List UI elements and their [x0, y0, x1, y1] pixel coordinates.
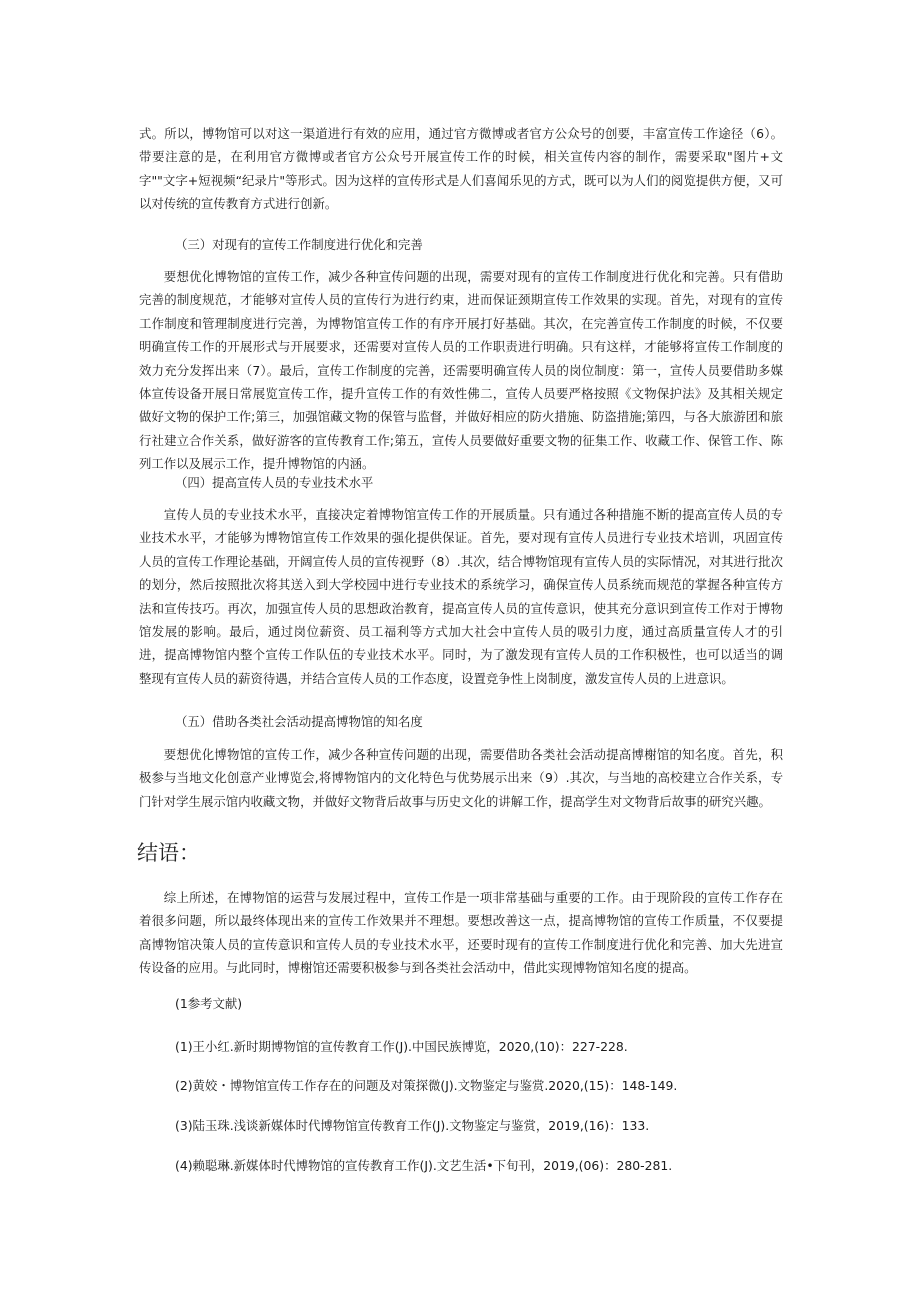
paragraph-section-5: 要想优化博物馆的宣传工作，减少各种宣传问题的出现，需要借助各类社会活动提高博榭馆的知名度。首先，积极参与当地文化创意产业博览会,将博物馆内的文化特色与优势展示出来（9）.其次，与当地的高校建立合作关系，专门针对学生展示馆内收藏文物，并做好文物背后故事与历史文化的讲解工作，提高学生对文物背后故事的研究兴趣。 [139, 747, 783, 809]
section-heading-3: （三）对现有的宣传工作制度进行优化和完善 [175, 237, 423, 252]
reference-item-3: (3)陆玉珠.浅谈新媒体时代博物馆宣传教育工作(J).文物鉴定与鉴赏，2019,(16)：133. [175, 1118, 650, 1133]
references-title: (1参考文献) [175, 996, 243, 1011]
reference-item-1: (1)王小红.新时期博物馆的宣传教育工作(J).中国民族博览，2020,(10)：227-228. [175, 1039, 628, 1054]
paragraph-section-3: 要想优化博物馆的宣传工作，减少各种宣传问题的出现，需要对现有的宣传工作制度进行优化和完善。只有借助完善的制度规范，才能够对宣传人员的宣传行为进行约束，进而保证颈期宣传工作效果的实现。首先，对现有的宣传工作制度和管理制度进行完善，为博物馆宣传工作的有序开展打好基础。其次，在完善宣传工作制度的时候，不仅要明确宣传工作的开展形式与开展要求，还需要对宣传人员的工作职责进行明确。只有这样，才能够将宣传工作制度的效力充分发挥出来（7）。最后，宣传工作制度的完善，还需要明确宣传人员的岗位制度：第一，宣传人员要借助多媒体宣传设备开展日常展览宣传工作，提升宣传工作的有效性佛二，宣传人员要严格按照《文物保护法》及其相关规定做好文物的保护工作;第三，加强馆藏文物的保管与监督，并做好相应的防火措施、防盗措施;第四，与各大旅游团和旅行社建立合作关系，做好游客的宣传教育工作;第五，宣传人员要做好重要文物的征集工作、收藏工作、保管工作、陈列工作以及展示工作，提升博物馆的内涵。 [139, 269, 783, 472]
section-heading-4: （四）提高宣传人员的专业技术水平 [175, 475, 374, 490]
paragraph-continued: 式。所以，博物馆可以对这一渠道进行有效的应用，通过官方微博或者官方公众号的创要，丰富宣传工作途径（6）。带要注意的是，在利用官方微博或者官方公众号开展宣传工作的时候，相关宣传内容的制作，需要采取"图片+文字""文字+短视频“纪录片"等形式。因为这样的宣传形式是人们喜闻乐见的方式，既可以为人们的阅览提供方便，又可以对传统的宣传教育方式进行创新。 [139, 126, 783, 212]
reference-item-4: (4)赖聪琳.新媒体时代博物馆的宣传教育工作(J).文艺生活•下旬刊，2019,(06)：280-281. [175, 1158, 673, 1173]
reference-item-2: (2)黄姣・博物馆宣传工作存在的问题及对策探微(J).文物鉴定与鉴赏.2020,(15)：148-149. [175, 1078, 678, 1093]
section-heading-5: （五）借助各类社会活动提高博物馆的知名度 [175, 714, 423, 729]
paragraph-conclusion: 综上所述，在博物馆的运营与发展过程中，宣传工作是一项非常基础与重要的工作。由于现阶段的宣传工作存在着很多问题，所以最终体现出来的宣传工作效果并不理想。要想改善这一点，提高博物馆的宣传工作质量，不仅要提高博物馆决策人员的宣传意识和宣传人员的专业技术水平，还要时现有的宣传工作制度进行优化和完善、加大先进宣传设备的应用。与此同时，博榭馆还需要积极参与到各类社会活动中，借此实现博物馆知名度的提高。 [139, 890, 783, 976]
paragraph-section-4: 宣传人员的专业技术水平，直接决定着博物馆宣传工作的开展质量。只有通过各种措施不断的提高宣传人员的专业技术水平，才能够为博物馆宣传工作效果的强化提供保证。首先，要对现有宣传人员进行专业技术培训，巩固宣传人员的宣传工作理论基础，开阔宣传人员的宣传视野（8）.其次，结合博物馆现有宣传人员的实际情况，对其进行批次的划分，然后按照批次将其送入到大学校园中进行专业技术的系统学习，确保宣传人员系统而规范的掌握各种宣传方法和宣传技巧。再次，加强宣传人员的思想政治教育，提高宣传人员的宣传意识，使其充分意识到宣传工作对于博物馆发展的影响。最后，通过岗位薪资、员工福利等方式加大社会中宣传人员的吸引力度，通过高质量宣传人才的引进，提高博物馆内整个宣传工作队伍的专业技术水平。同时，为了激发现有宣传人员的工作积极性，也可以适当的调整现有宣传人员的薪资待遇，并结合宣传人员的工作态度，设置竞争性上岗制度，激发宣传人员的上进意识。 [139, 507, 783, 686]
conclusion-title: 结语： [137, 841, 200, 865]
